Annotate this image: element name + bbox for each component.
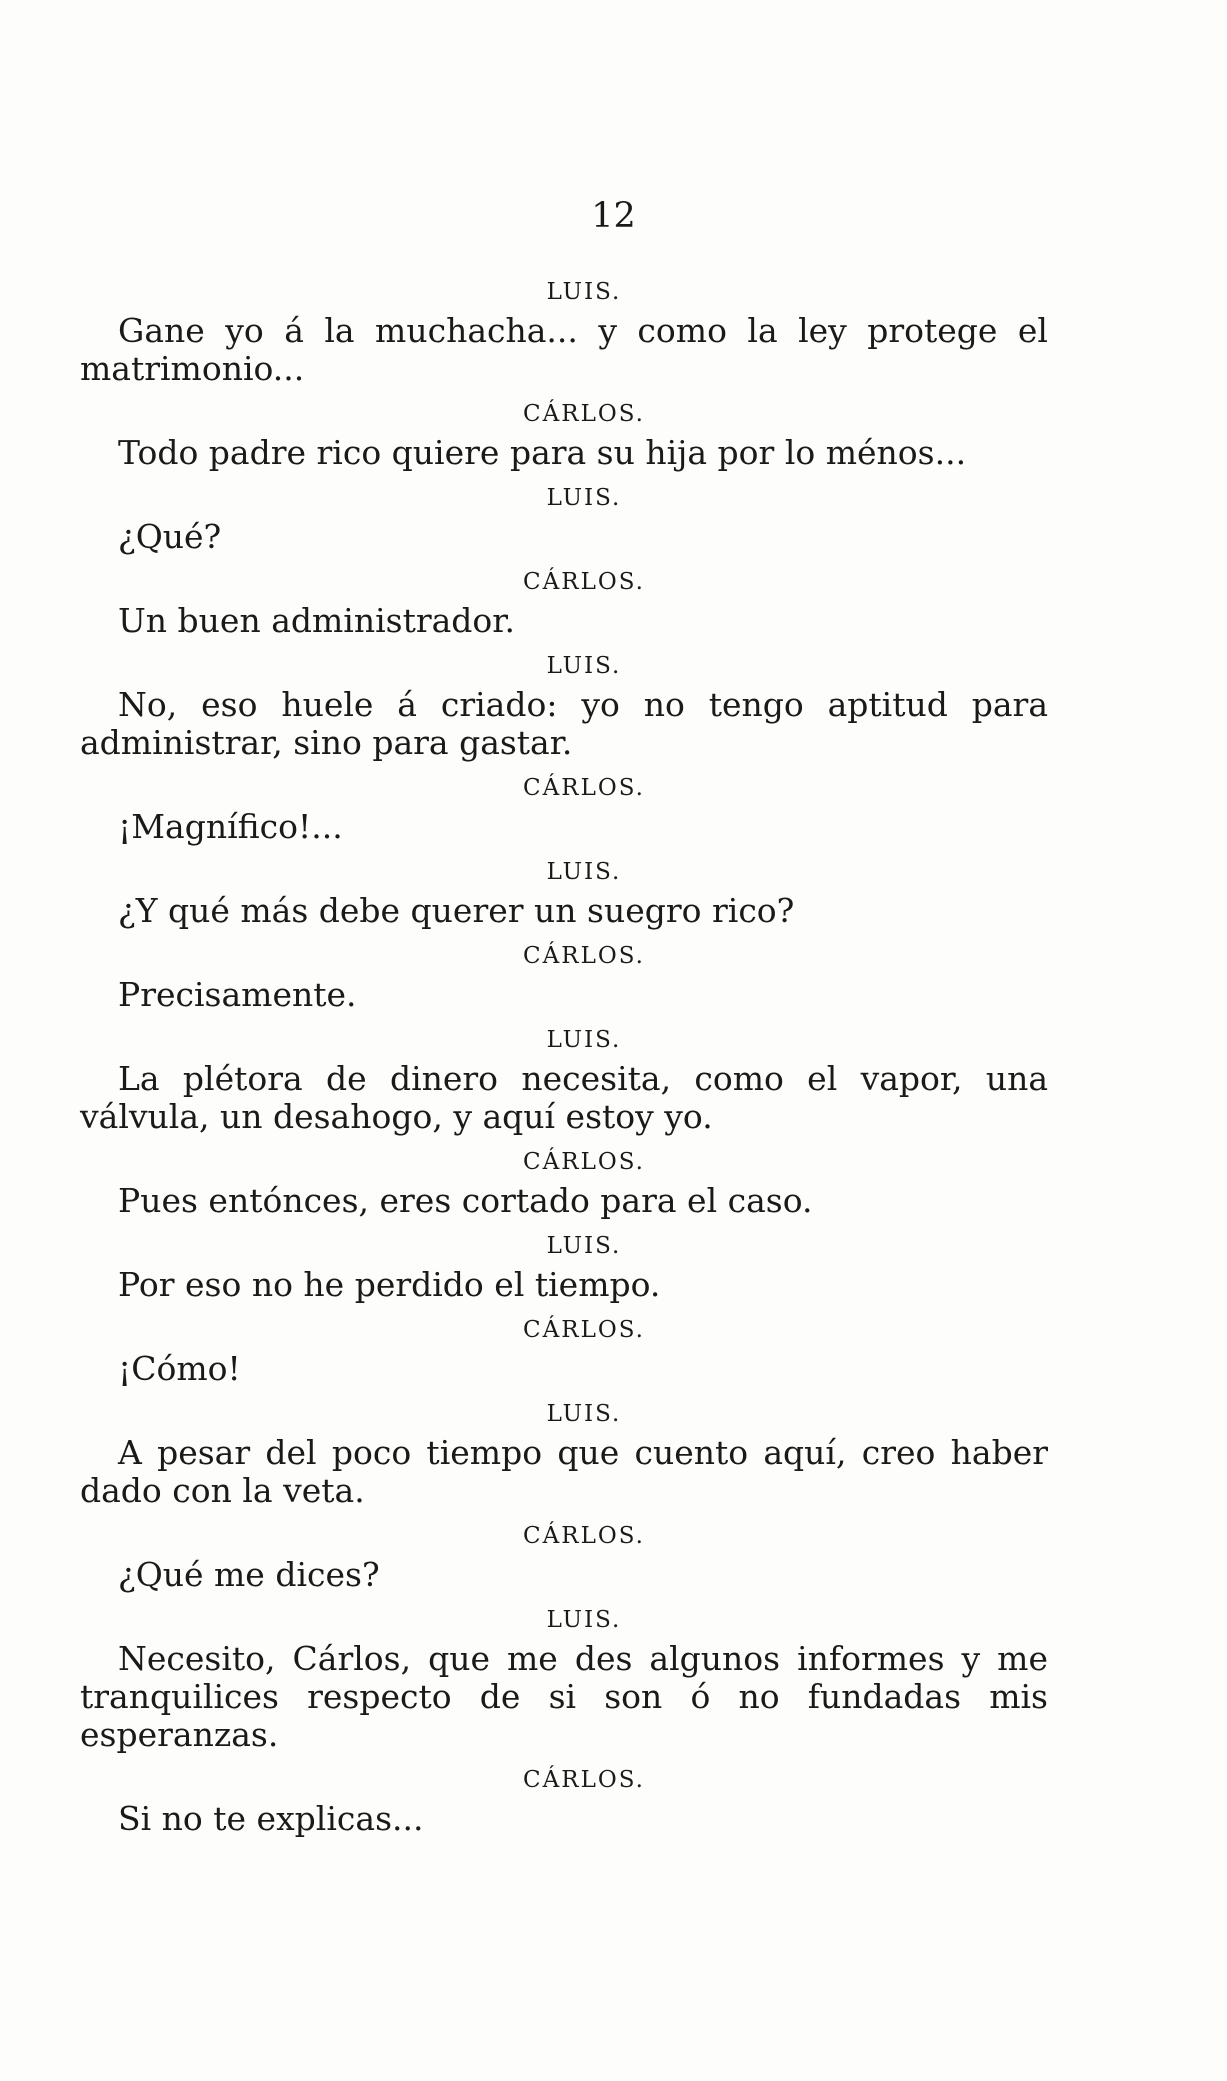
speaker-name: LUIS.: [546, 485, 622, 511]
speech-line: La plétora de dinero necesita, como el vapor, una válvula, un desahogo, y aquí estoy yo.: [80, 1059, 1048, 1136]
speech-line: Gane yo á la muchacha... y como la ley protege el matrimonio...: [80, 311, 1048, 388]
dialogue-block: [80, 272, 1048, 1844]
speech-line: Si no te explicas...: [118, 1799, 424, 1838]
speech-line: ¿Y qué más debe querer un suegro rico?: [118, 891, 795, 930]
speaker-name: CÁRLOS.: [523, 1317, 645, 1343]
speaker-name: CÁRLOS.: [523, 943, 645, 969]
speech-line: Un buen administrador.: [118, 601, 515, 640]
speech-line: Precisamente.: [118, 975, 357, 1014]
speech-line: ¿Qué?: [118, 517, 222, 556]
speaker-name: LUIS.: [546, 1233, 622, 1259]
speech-line: ¡Magnífico!...: [118, 807, 343, 846]
speaker-name: CÁRLOS.: [523, 1523, 645, 1549]
page-number: 12: [591, 196, 636, 236]
speaker-name: CÁRLOS.: [523, 401, 645, 427]
speech-line: ¿Qué me dices?: [118, 1555, 380, 1594]
speaker-name: LUIS.: [546, 279, 622, 305]
speech-line: Necesito, Cárlos, que me des algunos informes y me tranquilices respecto de si son ó no fundadas mis esperanzas.: [80, 1639, 1048, 1754]
speaker-name: LUIS.: [546, 1607, 622, 1633]
speaker-name: LUIS.: [546, 1027, 622, 1053]
speech-line: Todo padre rico quiere para su hija por lo ménos...: [118, 433, 967, 472]
speech-line: A pesar del poco tiempo que cuento aquí, creo haber dado con la veta.: [80, 1433, 1048, 1510]
speaker-name: CÁRLOS.: [523, 569, 645, 595]
speaker-name: CÁRLOS.: [523, 775, 645, 801]
speaker-name: LUIS.: [546, 1401, 622, 1427]
speech-line: No, eso huele á criado: yo no tengo aptitud para administrar, sino para gastar.: [80, 685, 1048, 762]
speaker-name: CÁRLOS.: [523, 1767, 645, 1793]
speech-line: ¡Cómo!: [118, 1349, 241, 1388]
speech-line: Por eso no he perdido el tiempo.: [118, 1265, 661, 1304]
speaker-name: LUIS.: [546, 859, 622, 885]
speaker-name: CÁRLOS.: [523, 1149, 645, 1175]
speech-line: Pues entónces, eres cortado para el caso.: [118, 1181, 813, 1220]
speaker-name: LUIS.: [546, 653, 622, 679]
